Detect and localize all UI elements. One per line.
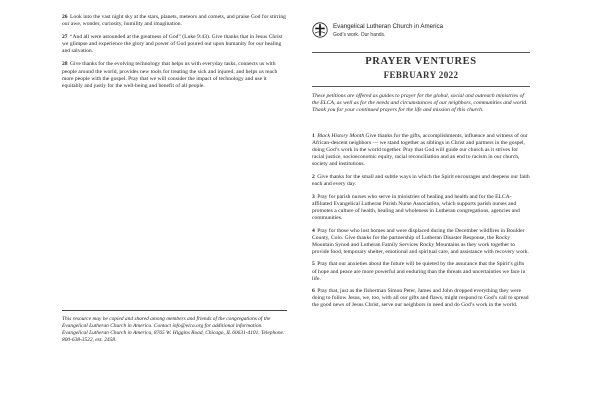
petition-5 [312,261,530,282]
right-petition-list [312,133,530,315]
petition-text: “And all were astounded at the greatness of God” (Luke 9:43). Give thanks that in Jesus Christ we glimpse and experience the glory and power of God poured out upon humanity for our healing and salvation. [62,34,283,55]
petition-text: Pray for those who lost homes and were displaced during the December wildfires in Boulder County, Colo. Give thanks for the partnership of Lutheran Disaster Response, the Rocky Mountain Synod and Lutheran Family Services Rocky Mountains as they work together to provide food, temporary shelter, emotional and spiritual care, and assistance with recovery work. [312,227,529,255]
petition-3 [312,194,530,222]
footer-divider [62,310,287,311]
organization-name: Evangelical Lutheran Church in America [333,23,444,30]
title-bottom-rule [312,86,530,87]
left-petition-list [62,14,287,96]
page-subtitle: FEBRUARY 2022 [383,70,459,80]
intro-paragraph: These petitions are offered as guides to prayer for the global, social and outreach ministries of the ELCA, as well as for the needs and circumstances of our neighbors, communities and world. Thank you for your continued prayers for the life and mission of this church. [312,93,528,114]
elca-logo [312,21,552,43]
petition-number: 28 [62,61,68,68]
petition-number: 5 [312,261,315,268]
petition-number: 1 [312,133,315,139]
petition-1 [312,133,530,168]
petition-2 [312,174,530,188]
petition-text: Pray that, just as the fisherman Simon Peter, James and John dropped everything they were doing to follow Jesus, we, too, with all our gifts and flaws, might respond to God’s call to spread the good news of Jesus Christ, serve our neighbors in need and do God’s work in the world. [312,288,529,309]
petition-number: 6 [312,288,315,295]
petition-text: Pray that our anxieties about the future will be quieted by the assurance that the Spirit’s gifts of hope and peace are more powerful and enduring than the threats and uncertainties we face in life. [312,261,526,282]
petition-number: 3 [312,193,315,200]
petition-26 [62,14,287,28]
petition-number: 2 [312,173,315,180]
title-top-rule [312,52,530,53]
petition-text: Look into the vast night sky at the stars, planets, meteors and comets, and praise God for stirring our awe, wonder, curiosity, humility and imagination. [62,14,286,28]
petition-text: Give thanks for the evolving technology that helps us with everyday tasks, connects us with people around the world, provides new tools for treating the sick and injured, and helps us reach more people with the gospel. Pray that we will consider the impact of technology and use it equitably and justly for the well-being and benefit of all people. [62,61,278,89]
petition-lead: Black History Month [317,133,365,139]
organization-tagline: God’s work. Our hands. [333,32,386,38]
petition-4 [312,228,530,256]
petition-6 [312,288,530,309]
copyright-footer: This resource may be copied and shared among members and friends of the congregations of the Evangelical Lutheran Church in America. Contact info@elca.org for additional information. Evangelical Lutheran Church in America, 8765 W. Higgins Road, Chicago, IL 60631-4101. Telephone: 800-638-3522, ext. 2458. [62,316,285,343]
cross-emblem-icon [312,22,328,38]
petition-text: Pray for parish nurses who serve in ministries of healing and health and for the ELCA-affiliated Evangelical Lutheran Parish Nurse Association, which supports parish nurses and promotes a culture of health, healing and wholeness in Lutheran congregations, agencies and communities. [312,193,520,221]
petition-text: Give thanks for the small and subtle ways in which the Spirit encourages and deepens our faith each and every day. [312,173,530,188]
petition-number: 27 [62,34,68,41]
page-title: PRAYER VENTURES [365,56,477,67]
petition-27 [62,34,287,55]
petition-28 [62,61,287,89]
petition-number: 4 [312,227,315,234]
petition-text: Give thanks for the gifts, accomplishments, influence and witness of our African-descent neighbors — we stand together as siblings in Christ and partners in the gospel, doing God’s work in the world together. Pray that God will guide our church as it strives for racial justice, socioeconomic equity, racial reconciliation and an end to racism in our church, society and institutions. [312,133,528,168]
petition-number: 26 [62,14,68,20]
